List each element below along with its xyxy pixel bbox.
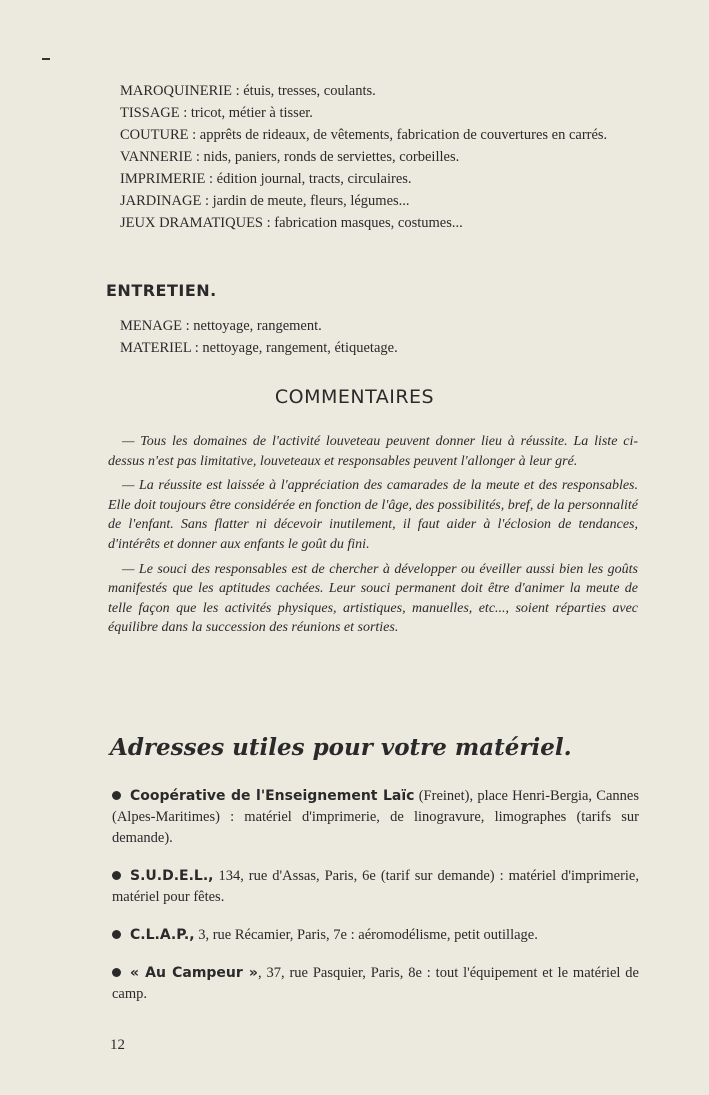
entretien-item: MENAGE : nettoyage, rangement. bbox=[120, 318, 322, 334]
activity-item: MAROQUINERIE : étuis, tresses, coulants. bbox=[120, 83, 376, 99]
address-item: S.U.D.E.L., 134, rue d'Assas, Paris, 6e (tarif sur demande) : matériel d'imprimerie, matériel pour fêtes. bbox=[112, 868, 639, 905]
activity-item: VANNERIE : nids, paniers, ronds de serviettes, corbeilles. bbox=[120, 149, 460, 165]
address-item: C.L.A.P., 3, rue Récamier, Paris, 7e : aéromodélisme, petit outillage. bbox=[112, 925, 639, 946]
section-title-adresses: Adresses utiles pour votre matériel. bbox=[110, 734, 572, 761]
activity-item: TISSAGE : tricot, métier à tisser. bbox=[120, 105, 313, 121]
activity-item: COUTURE : apprêts de rideaux, de vêtements, fabrication de couvertures en carrés. bbox=[120, 127, 608, 143]
address-item: Coopérative de l'Enseignement Laïc (Freinet), place Henri-Bergia, Cannes (Alpes-Maritimes) : matériel d'imprimerie, de linogravure, limographes (tarifs sur demande). bbox=[112, 788, 639, 846]
section-title-commentaires: COMMENTAIRES bbox=[274, 386, 435, 408]
activities-list bbox=[106, 80, 638, 234]
bullet-icon bbox=[112, 791, 121, 800]
section-title-entretien: ENTRETIEN. bbox=[106, 281, 217, 300]
comments-block bbox=[108, 432, 638, 643]
activity-item: IMPRIMERIE : édition journal, tracts, circulaires. bbox=[120, 171, 412, 187]
comment-paragraph: — Le souci des responsables est de chercher à développer ou éveiller aussi bien les goûts manifestés que les aptitudes cachées. Leur souci permanent doit être d'animer la meute de telle façon que les activités physiques, artistiques, manuelles, etc..., soient réparties avec équilibre dans la succession des réunions et sorties. bbox=[108, 561, 638, 636]
addresses-list bbox=[112, 786, 639, 1022]
entretien-item: MATERIEL : nettoyage, rangement, étiquetage. bbox=[120, 340, 398, 356]
printer-mark bbox=[42, 58, 50, 60]
activity-item: JEUX DRAMATIQUES : fabrication masques, costumes... bbox=[120, 215, 463, 231]
comment-paragraph: — La réussite est laissée à l'appréciation des camarades de la meute et des responsables. Elle doit toujours être considérée en fonction de l'âge, des possibilités, bref, de la personnalité de l'enfant. Sans flatter ni décevoir inutilement, il faut aider à l'éclosion de tendances, d'intérêts et donner aux enfants le goût du fini. bbox=[108, 478, 638, 552]
bullet-icon bbox=[112, 968, 121, 977]
address-item: « Au Campeur », 37, rue Pasquier, Paris, 8e : tout l'équipement et le matériel de camp. bbox=[112, 965, 639, 1002]
comment-paragraph: — Tous les domaines de l'activité louveteau peuvent donner lieu à réussite. La liste ci-dessus n'est pas limitative, louveteaux et responsables peuvent l'allonger à leur gré. bbox=[108, 434, 638, 469]
activity-item: JARDINAGE : jardin de meute, fleurs, légumes... bbox=[120, 193, 410, 209]
entretien-list bbox=[120, 315, 398, 359]
page-number: 12 bbox=[110, 1037, 125, 1053]
bullet-icon bbox=[112, 871, 121, 880]
bullet-icon bbox=[112, 930, 121, 939]
